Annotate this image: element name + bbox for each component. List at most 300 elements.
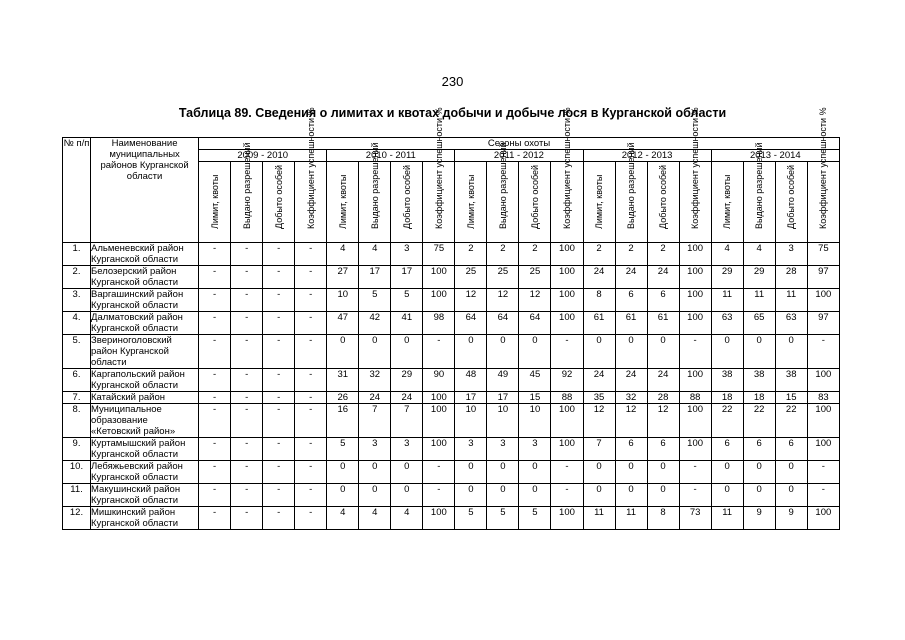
table-cell: - [199, 289, 231, 312]
table-cell: 10 [327, 289, 359, 312]
table-cell: 0 [487, 335, 519, 369]
table-cell: 100 [807, 507, 839, 530]
table-body [63, 243, 840, 530]
table-cell: - [263, 404, 295, 438]
column-header-label: Коэффициент успешности % [818, 107, 829, 229]
table-cell: - [231, 438, 263, 461]
table-cell: 11 [711, 507, 743, 530]
column-header [263, 162, 295, 243]
header-seasons: Сезоны охоты [199, 138, 840, 150]
column-header [295, 107, 327, 243]
district-name: Каргапольский район Курганской области [91, 369, 199, 392]
header-district-name: Наименование муниципальных районов Курганской области [91, 138, 199, 243]
row-number: 2. [63, 266, 91, 289]
column-header-label: Коэффициент успешности % [690, 107, 701, 229]
table-cell: 12 [487, 289, 519, 312]
table-cell: 49 [487, 369, 519, 392]
table-cell: 8 [647, 507, 679, 530]
table-cell: 100 [807, 289, 839, 312]
table-cell: - [263, 507, 295, 530]
table-cell: 0 [775, 461, 807, 484]
row-number: 12. [63, 507, 91, 530]
district-name: Звериноголовский район Курганской области [91, 335, 199, 369]
table-row [63, 369, 840, 392]
table-cell: - [551, 461, 583, 484]
column-header [199, 162, 231, 243]
table-cell: - [199, 335, 231, 369]
district-name: Муниципальное образование «Кетовский район» [91, 404, 199, 438]
district-name: Варгашинский район Курганской области [91, 289, 199, 312]
table-cell: 0 [391, 484, 423, 507]
table-cell: 15 [519, 392, 551, 404]
table-cell: - [199, 484, 231, 507]
table-cell: - [231, 312, 263, 335]
table-cell: 0 [455, 335, 487, 369]
table-cell: 0 [519, 335, 551, 369]
table-cell: 10 [487, 404, 519, 438]
table-cell: 24 [583, 369, 615, 392]
table-row [63, 484, 840, 507]
table-cell: 9 [775, 507, 807, 530]
column-header [583, 162, 615, 243]
table-cell: 75 [423, 243, 455, 266]
column-header [519, 162, 551, 243]
district-name: Куртамышский район Курганской области [91, 438, 199, 461]
column-header [423, 107, 455, 243]
table-cell: 6 [647, 438, 679, 461]
table-cell: 5 [487, 507, 519, 530]
table-cell: 4 [743, 243, 775, 266]
table-cell: 29 [711, 266, 743, 289]
table-cell: - [295, 369, 327, 392]
table-cell: - [807, 484, 839, 507]
table-cell: 97 [807, 312, 839, 335]
district-name: Катайский район [91, 392, 199, 404]
table-cell: 24 [391, 392, 423, 404]
table-cell: 6 [775, 438, 807, 461]
table-row [63, 266, 840, 289]
table-cell: - [199, 507, 231, 530]
table-cell: 83 [807, 392, 839, 404]
table-cell: - [263, 312, 295, 335]
table-cell: 100 [551, 243, 583, 266]
table-cell: - [807, 461, 839, 484]
table-cell: - [231, 404, 263, 438]
table-cell: 6 [711, 438, 743, 461]
table-cell: 4 [327, 243, 359, 266]
table-cell: 92 [551, 369, 583, 392]
header-num: № п/п [63, 138, 91, 243]
table-cell: 88 [679, 392, 711, 404]
row-number: 8. [63, 404, 91, 438]
table-cell: 3 [391, 438, 423, 461]
table-cell: 3 [391, 243, 423, 266]
table-cell: 38 [743, 369, 775, 392]
table-cell: 61 [583, 312, 615, 335]
table-row [63, 438, 840, 461]
table-cell: 0 [391, 461, 423, 484]
table-cell: 9 [743, 507, 775, 530]
table-cell: - [199, 392, 231, 404]
table-cell: 22 [743, 404, 775, 438]
table-cell: 11 [743, 289, 775, 312]
column-header [775, 162, 807, 243]
row-number: 10. [63, 461, 91, 484]
column-header [679, 107, 711, 243]
table-cell: 32 [615, 392, 647, 404]
table-cell: 11 [583, 507, 615, 530]
table-cell: 3 [519, 438, 551, 461]
table-cell: - [231, 369, 263, 392]
row-number: 4. [63, 312, 91, 335]
column-header [455, 162, 487, 243]
table-cell: 100 [423, 404, 455, 438]
table-cell: 4 [711, 243, 743, 266]
table-cell: - [807, 335, 839, 369]
table-cell: 100 [551, 289, 583, 312]
table-cell: 2 [487, 243, 519, 266]
row-number: 1. [63, 243, 91, 266]
table-row [63, 507, 840, 530]
table-cell: 22 [775, 404, 807, 438]
table-cell: - [295, 404, 327, 438]
table-cell: - [295, 312, 327, 335]
table-cell: 97 [807, 266, 839, 289]
column-header-label: Лимит, квоты [594, 174, 605, 229]
table-cell: - [231, 461, 263, 484]
table-cell: 24 [615, 369, 647, 392]
table-cell: 100 [679, 438, 711, 461]
table-cell: 100 [551, 266, 583, 289]
table-cell: 6 [615, 289, 647, 312]
district-name: Лебяжьевский район Курганской области [91, 461, 199, 484]
table-cell: 2 [583, 243, 615, 266]
column-header-label: Добыто особей [658, 164, 669, 229]
table-cell: 15 [775, 392, 807, 404]
column-header-label: Выдано разрешений [626, 142, 637, 229]
table-cell: 12 [455, 289, 487, 312]
table-cell: 3 [775, 243, 807, 266]
table-cell: 42 [359, 312, 391, 335]
row-number: 5. [63, 335, 91, 369]
column-header [711, 162, 743, 243]
table-cell: 32 [359, 369, 391, 392]
table-cell: 100 [679, 289, 711, 312]
table-cell: 7 [583, 438, 615, 461]
table-cell: 4 [359, 243, 391, 266]
column-header-label: Выдано разрешений [754, 142, 765, 229]
table-cell: - [231, 335, 263, 369]
table-cell: 0 [519, 461, 551, 484]
column-header [807, 107, 839, 243]
table-cell: 11 [711, 289, 743, 312]
table-cell: 5 [391, 289, 423, 312]
column-header [327, 162, 359, 243]
table-cell: 4 [391, 507, 423, 530]
table-title: Таблица 89. Сведения о лимитах и квотах добычи и добыче лося в Курганской области [178, 106, 727, 120]
table-cell: 0 [455, 484, 487, 507]
table-cell: 0 [711, 461, 743, 484]
table-cell: 63 [711, 312, 743, 335]
table-cell: 29 [391, 369, 423, 392]
table-cell: 0 [359, 335, 391, 369]
table-cell: 17 [455, 392, 487, 404]
district-name: Мишкинский район Курганской области [91, 507, 199, 530]
table-cell: - [679, 461, 711, 484]
table-cell: 5 [519, 507, 551, 530]
table-cell: 24 [647, 369, 679, 392]
season-header: 2011 - 2012 [455, 150, 583, 162]
table-cell: 16 [327, 404, 359, 438]
table-cell: 100 [423, 438, 455, 461]
table-cell: 100 [679, 243, 711, 266]
column-header-label: Лимит, квоты [209, 174, 220, 229]
table-cell: 100 [807, 369, 839, 392]
table-cell: 100 [679, 404, 711, 438]
table-cell: - [295, 266, 327, 289]
table-cell: 8 [583, 289, 615, 312]
table-cell: - [231, 266, 263, 289]
table-cell: 64 [487, 312, 519, 335]
table-cell: 4 [359, 507, 391, 530]
table-cell: 45 [519, 369, 551, 392]
row-number: 7. [63, 392, 91, 404]
district-name: Макушинский район Курганской области [91, 484, 199, 507]
table-cell: 6 [615, 438, 647, 461]
table-cell: 47 [327, 312, 359, 335]
table-cell: - [551, 484, 583, 507]
table-cell: 24 [615, 266, 647, 289]
table-cell: 5 [359, 289, 391, 312]
table-cell: 3 [487, 438, 519, 461]
table-cell: 28 [775, 266, 807, 289]
table-cell: 100 [423, 289, 455, 312]
table-cell: 7 [391, 404, 423, 438]
table-row [63, 289, 840, 312]
table-cell: - [263, 266, 295, 289]
table-cell: 64 [455, 312, 487, 335]
season-header: 2010 - 2011 [327, 150, 455, 162]
column-header-label: Добыто особей [401, 164, 412, 229]
table-cell: 0 [519, 484, 551, 507]
season-header: 2013 - 2014 [711, 150, 839, 162]
table-cell: 90 [423, 369, 455, 392]
column-header-label: Выдано разрешений [497, 142, 508, 229]
table-cell: - [263, 438, 295, 461]
table-cell: 24 [647, 266, 679, 289]
table-cell: 98 [423, 312, 455, 335]
table-cell: 100 [679, 266, 711, 289]
table-cell: 88 [551, 392, 583, 404]
table-cell: - [551, 335, 583, 369]
table-cell: - [263, 243, 295, 266]
table-cell: - [679, 484, 711, 507]
table-cell: - [295, 392, 327, 404]
table-row [63, 461, 840, 484]
table-cell: 0 [359, 461, 391, 484]
table-cell: 4 [327, 507, 359, 530]
table-cell: 0 [711, 484, 743, 507]
table-cell: 25 [487, 266, 519, 289]
table-cell: 100 [551, 507, 583, 530]
table-cell: 61 [647, 312, 679, 335]
table-cell: 0 [359, 484, 391, 507]
table-cell: 5 [327, 438, 359, 461]
table-cell: 100 [423, 507, 455, 530]
district-name: Белозерский район Курганской области [91, 266, 199, 289]
column-header-label: Лимит, квоты [722, 174, 733, 229]
table-cell: 0 [711, 335, 743, 369]
table-cell: 0 [487, 461, 519, 484]
table-cell: 0 [615, 335, 647, 369]
table-row [63, 335, 840, 369]
column-header-label: Лимит, квоты [465, 174, 476, 229]
column-header-label: Коэффициент успешности % [433, 107, 444, 229]
table-cell: 100 [423, 392, 455, 404]
table-cell: 41 [391, 312, 423, 335]
column-header-label: Коэффициент успешности % [305, 107, 316, 229]
table-cell: - [679, 335, 711, 369]
table-cell: 6 [647, 289, 679, 312]
column-header [551, 107, 583, 243]
table-cell: - [263, 484, 295, 507]
table-cell: - [263, 461, 295, 484]
table-cell: 100 [551, 312, 583, 335]
table-cell: 100 [679, 369, 711, 392]
column-header-label: Выдано разрешений [241, 142, 252, 229]
table-cell: - [231, 507, 263, 530]
table-cell: 3 [455, 438, 487, 461]
table-cell: 100 [807, 404, 839, 438]
table-cell: 0 [647, 484, 679, 507]
table-cell: 22 [711, 404, 743, 438]
table-cell: 17 [391, 266, 423, 289]
table-cell: 24 [359, 392, 391, 404]
table-cell: - [295, 335, 327, 369]
table-cell: 0 [583, 335, 615, 369]
district-name: Альменевский район Курганской области [91, 243, 199, 266]
district-name: Далматовский район Курганской области [91, 312, 199, 335]
table-cell: - [231, 289, 263, 312]
table-cell: 2 [519, 243, 551, 266]
table-cell: - [423, 461, 455, 484]
column-header-label: Добыто особей [273, 164, 284, 229]
table-cell: 38 [711, 369, 743, 392]
table-cell: 25 [519, 266, 551, 289]
table-cell: 38 [775, 369, 807, 392]
table-cell: - [231, 243, 263, 266]
table-cell: 75 [807, 243, 839, 266]
table-cell: 48 [455, 369, 487, 392]
table-cell: 11 [615, 507, 647, 530]
table-cell: - [295, 461, 327, 484]
table-row [63, 392, 840, 404]
table-cell: 0 [647, 335, 679, 369]
table-cell: - [199, 404, 231, 438]
table-cell: - [263, 289, 295, 312]
table-cell: 0 [615, 484, 647, 507]
column-header-label: Лимит, квоты [337, 174, 348, 229]
table-cell: 2 [615, 243, 647, 266]
column-header-label: Добыто особей [786, 164, 797, 229]
table-cell: 100 [551, 404, 583, 438]
table-cell: 0 [391, 335, 423, 369]
table-cell: 0 [487, 484, 519, 507]
table-cell: 12 [519, 289, 551, 312]
table-cell: 0 [775, 335, 807, 369]
table-cell: 12 [583, 404, 615, 438]
column-header [391, 162, 423, 243]
table-cell: 61 [615, 312, 647, 335]
table-cell: 0 [327, 335, 359, 369]
table-cell: 100 [679, 312, 711, 335]
table-row [63, 312, 840, 335]
table-cell: - [263, 369, 295, 392]
table-cell: 28 [647, 392, 679, 404]
table-cell: 100 [807, 438, 839, 461]
table-cell: - [199, 243, 231, 266]
row-number: 11. [63, 484, 91, 507]
table-cell: - [295, 507, 327, 530]
table-cell: - [295, 484, 327, 507]
row-number: 6. [63, 369, 91, 392]
table-cell: - [295, 289, 327, 312]
table-cell: 0 [455, 461, 487, 484]
table-row [63, 404, 840, 438]
table-cell: - [199, 369, 231, 392]
row-number: 9. [63, 438, 91, 461]
table-cell: 0 [647, 461, 679, 484]
table-row [63, 243, 840, 266]
table-cell: 73 [679, 507, 711, 530]
table-cell: 65 [743, 312, 775, 335]
table-cell: 6 [743, 438, 775, 461]
table-cell: 12 [615, 404, 647, 438]
column-header-label: Выдано разрешений [369, 142, 380, 229]
table-cell: - [295, 438, 327, 461]
table-cell: - [199, 266, 231, 289]
table-cell: 31 [327, 369, 359, 392]
table-cell: 11 [775, 289, 807, 312]
table-cell: - [199, 438, 231, 461]
table-cell: 5 [455, 507, 487, 530]
table-cell: 2 [455, 243, 487, 266]
column-header-label: Добыто особей [529, 164, 540, 229]
table-cell: - [423, 335, 455, 369]
table-cell: 29 [743, 266, 775, 289]
table-cell: 18 [743, 392, 775, 404]
table-cell: 17 [487, 392, 519, 404]
page-number: 230 [441, 74, 464, 89]
table-cell: 17 [359, 266, 391, 289]
table-cell: - [199, 461, 231, 484]
season-header: 2012 - 2013 [583, 150, 711, 162]
table-cell: - [263, 335, 295, 369]
table-cell: 27 [327, 266, 359, 289]
table-cell: - [231, 392, 263, 404]
row-number: 3. [63, 289, 91, 312]
table-cell: 100 [551, 438, 583, 461]
table-cell: - [263, 392, 295, 404]
table-cell: 35 [583, 392, 615, 404]
table-cell: 0 [327, 484, 359, 507]
table-cell: 10 [519, 404, 551, 438]
table-cell: 0 [775, 484, 807, 507]
table-cell: 0 [583, 461, 615, 484]
table-cell: - [295, 243, 327, 266]
table-cell: 63 [775, 312, 807, 335]
table-cell: - [199, 312, 231, 335]
